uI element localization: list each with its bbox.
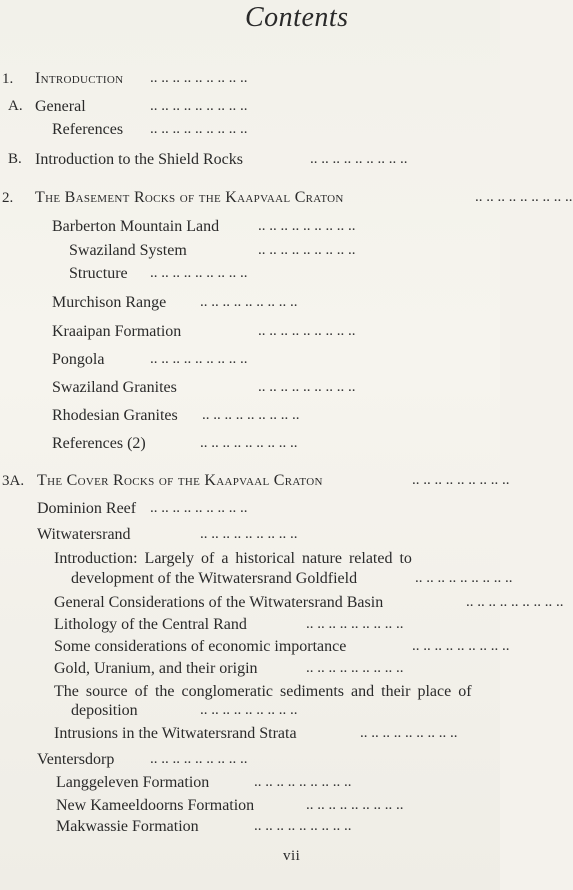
- toc-entry-references-2: References (2): [52, 435, 146, 452]
- toc-entry-new-kameeldoorns: New Kameeldoorns Formation: [56, 797, 255, 814]
- page-number: vii: [283, 848, 301, 864]
- dot-leader: .. .. .. .. .. .. .. .. ..: [150, 265, 248, 281]
- toc-entry-makwassie: Makwassie Formation: [56, 818, 199, 835]
- toc-entry-wits-introduction-cont: development of the Witwatersrand Goldfield: [71, 570, 358, 587]
- dot-leader: .. .. .. .. .. .. .. .. ..: [412, 638, 510, 654]
- toc-entry-langgeleven: Langgeleven Formation: [56, 774, 210, 791]
- toc-entry-barberton: Barberton Mountain Land: [52, 218, 220, 235]
- dot-leader: .. .. .. .. .. .. .. .. ..: [200, 526, 298, 542]
- dot-leader: .. .. .. .. .. .. .. .. ..: [200, 435, 298, 451]
- dot-leader: .. .. .. .. .. .. .. .. ..: [258, 218, 356, 234]
- dot-leader: .. .. .. .. .. .. .. .. ..: [150, 70, 248, 86]
- toc-entry-swaziland-system: Swaziland System: [69, 242, 187, 259]
- section-number: B.: [8, 151, 22, 167]
- dot-leader: .. .. .. .. .. .. .. .. ..: [360, 725, 458, 741]
- toc-entry-murchison: Murchison Range: [52, 294, 167, 311]
- toc-entry-structure: Structure: [69, 265, 128, 282]
- toc-entry-cover-rocks: The Cover Rocks of the Kaapvaal Craton: [37, 472, 323, 489]
- dot-leader: .. .. .. .. .. .. .. .. ..: [254, 774, 352, 790]
- toc-entry-lithology: Lithology of the Central Rand: [54, 616, 247, 633]
- section-number: 2.: [2, 190, 14, 206]
- dot-leader: .. .. .. .. .. .. .. .. ..: [254, 818, 352, 834]
- toc-entry-economic-importance: Some considerations of economic importance: [54, 638, 347, 655]
- toc-entry-swaziland-granites: Swaziland Granites: [52, 379, 177, 396]
- dot-leader: .. .. .. .. .. .. .. .. ..: [258, 242, 356, 258]
- toc-entry-wits-introduction: Introduction: Largely of a historical nature related to: [54, 550, 412, 567]
- toc-entry-conglomeratic-sediments: The source of the conglomeratic sediments and their place of: [54, 683, 472, 700]
- toc-entry-rhodesian-granites: Rhodesian Granites: [52, 407, 178, 424]
- toc-entry-ventersdorp: Ventersdorp: [37, 751, 115, 768]
- dot-leader: .. .. .. .. .. .. .. .. ..: [150, 351, 248, 367]
- toc-entry-dominion-reef: Dominion Reef: [37, 500, 137, 517]
- dot-leader: .. .. .. .. .. .. .. .. ..: [150, 500, 248, 516]
- dot-leader: .. .. .. .. .. .. .. .. ..: [200, 294, 298, 310]
- section-number: 1.: [2, 71, 14, 87]
- toc-entry-gold-uranium: Gold, Uranium, and their origin: [54, 660, 258, 677]
- toc-entry-pongola: Pongola: [52, 351, 105, 368]
- page-title: Contents: [245, 2, 349, 33]
- dot-leader: .. .. .. .. .. .. .. .. ..: [475, 189, 573, 205]
- dot-leader: .. .. .. .. .. .. .. .. ..: [150, 751, 248, 767]
- dot-leader: .. .. .. .. .. .. .. .. ..: [258, 379, 356, 395]
- toc-entry-introduction: Introduction: [35, 70, 124, 87]
- dot-leader: .. .. .. .. .. .. .. .. ..: [310, 151, 408, 167]
- section-number: A.: [8, 98, 23, 114]
- toc-entry-intrusions: Intrusions in the Witwatersrand Strata: [54, 725, 297, 742]
- dot-leader: .. .. .. .. .. .. .. .. ..: [202, 407, 300, 423]
- toc-entry-general: General: [35, 98, 86, 115]
- toc-entry-kraaipan: Kraaipan Formation: [52, 323, 182, 340]
- dot-leader: .. .. .. .. .. .. .. .. ..: [258, 323, 356, 339]
- toc-entry-basement-rocks: The Basement Rocks of the Kaapvaal Craton: [35, 189, 344, 206]
- toc-entry-general-considerations: General Considerations of the Witwatersrand Basin: [54, 594, 384, 611]
- dot-leader: .. .. .. .. .. .. .. .. ..: [150, 98, 248, 114]
- dot-leader: .. .. .. .. .. .. .. .. ..: [306, 797, 404, 813]
- dot-leader: .. .. .. .. .. .. .. .. ..: [466, 594, 564, 610]
- toc-entry-shield-rocks: Introduction to the Shield Rocks: [35, 151, 243, 168]
- dot-leader: .. .. .. .. .. .. .. .. ..: [200, 702, 298, 718]
- dot-leader: .. .. .. .. .. .. .. .. ..: [306, 616, 404, 632]
- dot-leader: .. .. .. .. .. .. .. .. ..: [306, 660, 404, 676]
- dot-leader: .. .. .. .. .. .. .. .. ..: [150, 121, 248, 137]
- dot-leader: .. .. .. .. .. .. .. .. ..: [415, 570, 513, 586]
- toc-entry-conglomeratic-sediments-cont: deposition: [71, 702, 138, 719]
- dot-leader: .. .. .. .. .. .. .. .. ..: [412, 472, 510, 488]
- section-number: 3A.: [2, 473, 25, 489]
- toc-entry-references: References: [52, 121, 124, 138]
- toc-entry-witwatersrand: Witwatersrand: [37, 526, 131, 543]
